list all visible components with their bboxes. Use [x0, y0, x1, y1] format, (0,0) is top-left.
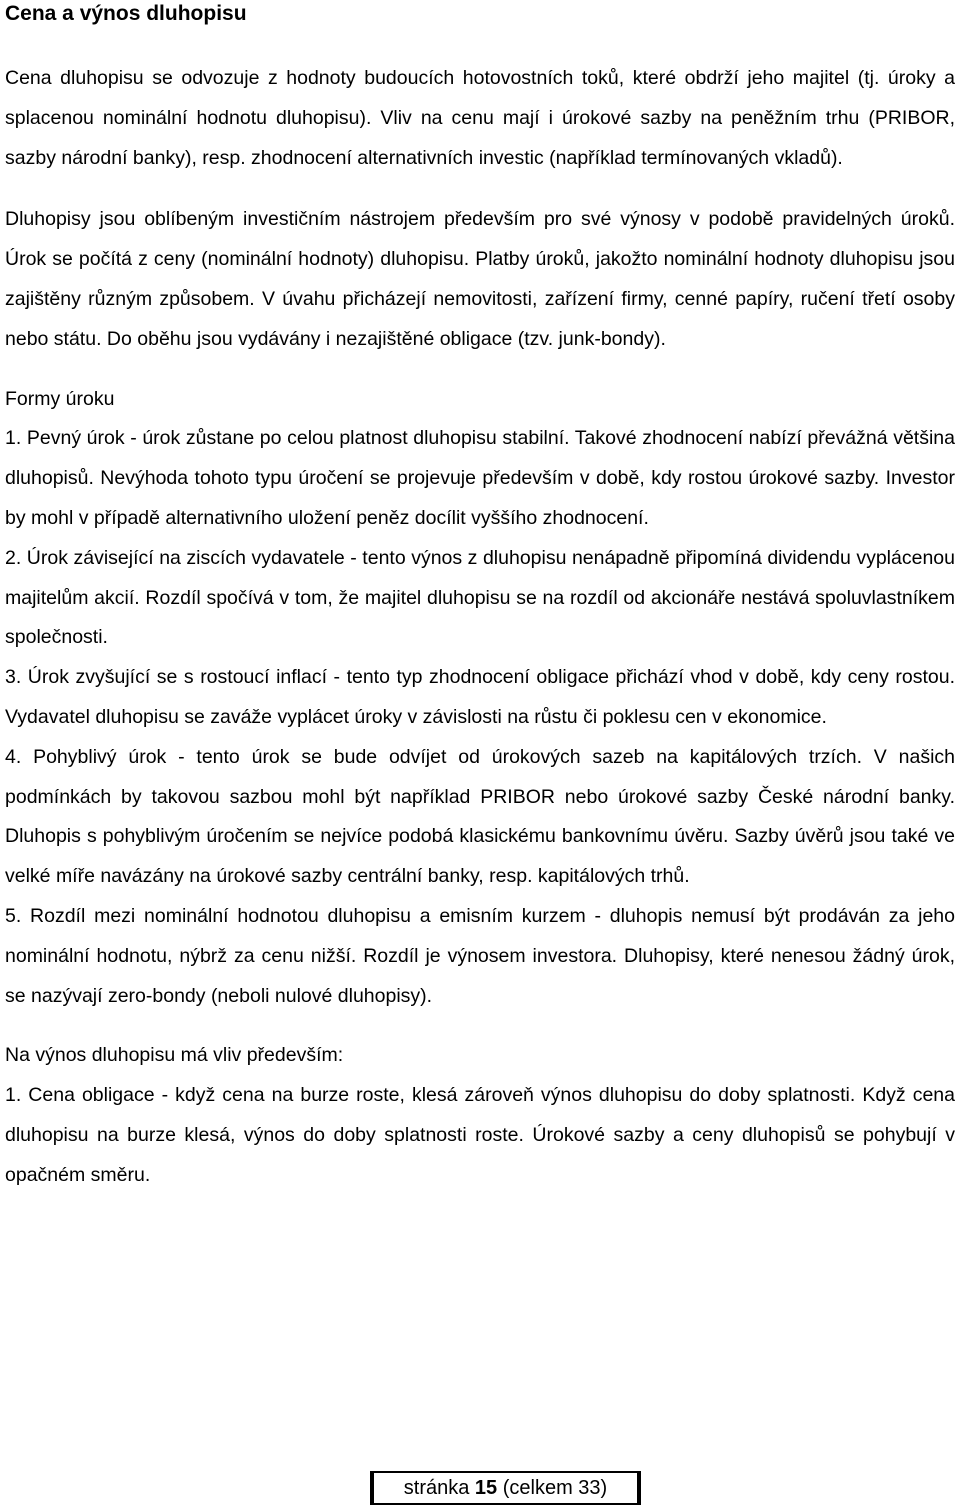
page-number-footer: [370, 1471, 641, 1505]
paragraph-bond-price: Cena dluhopisu se odvozuje z hodnoty budoucích hotovostních toků, které obdrží jeho majitel (tj. úroky a splacenou nominální hodnotu dluhopisu). Vliv na cenu mají i úrokové sazby na peněžním trhu (PRIBOR, sazby národní banky), resp. zhodnocení alternativních investic (například termínovaných vkladů).: [5, 67, 955, 169]
list-item-inflation-interest: 3. Úrok zvyšující se s rostoucí inflací - tento typ zhodnocení obligace přichází vhod v době, kdy ceny rostou. Vydavatel dluhopisu se zaváže vyplácet úroky v závislosti na růstu či poklesu cen v ekonomice.: [5, 666, 955, 728]
paragraph-bonds-popular: Dluhopisy jsou oblíbeným investičním nástrojem především pro své výnosy v podobě pravidelných úroků. Úrok se počítá z ceny (nominální hodnoty) dluhopisu. Platby úroků, jakožto nominální hodnoty dluhopisu jsou zajištěny různým způsobem. V úvahu přicházejí nemovitosti, zařízení firmy, cenné papíry, ručení třetí osoby nebo státu. Do oběhu jsou vydávány i nezajištěné obligace (tzv. junk-bondy).: [5, 208, 955, 350]
subheading-interest-forms: Formy úroku: [5, 387, 115, 410]
list-item-fixed-interest: 1. Pevný úrok - úrok zůstane po celou platnost dluhopisu stabilní. Takové zhodnocení nabízí převážná většina dluhopisů. Nevýhoda tohoto typu úročení se projevuje především v době, kdy rostou úrokové sazby. Investor by mohl v případě alternativního uložení peněz docílit vyššího zhodnocení.: [5, 427, 955, 529]
list-item-profit-interest: 2. Úrok závisející na ziscích vydavatele - tento výnos z dluhopisu nenápadně připomíná dividendu vyplácenou majitelům akcií. Rozdíl spočívá v tom, že majitel dluhopisu se na rozdíl od akcionáře nestává spoluvlastníkem společnosti.: [5, 546, 955, 649]
section-heading: Cena a výnos dluhopisu: [5, 2, 247, 25]
list-item-nominal-difference: 5. Rozdíl mezi nominální hodnotou dluhopisu a emisním kurzem - dluhopis nemusí být prodáván za jeho nominální hodnotu, nýbrž za cenu nižší. Rozdíl je výnosem investora. Dluhopisy, které nenesou žádný úrok, se nazývají zero-bondy (neboli nulové dluhopisy).: [5, 904, 955, 1007]
list-item-bond-price: 1. Cena obligace - když cena na burze roste, klesá zároveň výnos dluhopisu do doby splatnosti. Když cena dluhopisu na burze klesá, výnos do doby splatnosti roste. Úrokové sazby a ceny dluhopisů se pohybují v opačném směru.: [5, 1084, 955, 1186]
document-page: [5, 0, 955, 1196]
subheading-yield-influence: Na výnos dluhopisu má vliv především:: [5, 1044, 344, 1067]
footer-prefix: stránka: [403, 1477, 470, 1499]
list-item-floating-interest: 4. Pohyblivý úrok - tento úrok se bude odvíjet od úrokových sazeb na kapitálových trzích. V našich podmínkách by takovou sazbou mohl být například PRIBOR nebo úrokové sazby České národní banky. Dluhopis s pohyblivým úročením se nejvíce podobá klasickému bankovnímu úvěru. Sazby úvěrů jsou také ve velké míře navázány na úrokové sazby centrální banky, resp. kapitálových trhů.: [5, 745, 955, 888]
footer-total: (celkem 33): [502, 1477, 608, 1499]
footer-page-number: 15: [474, 1477, 498, 1499]
